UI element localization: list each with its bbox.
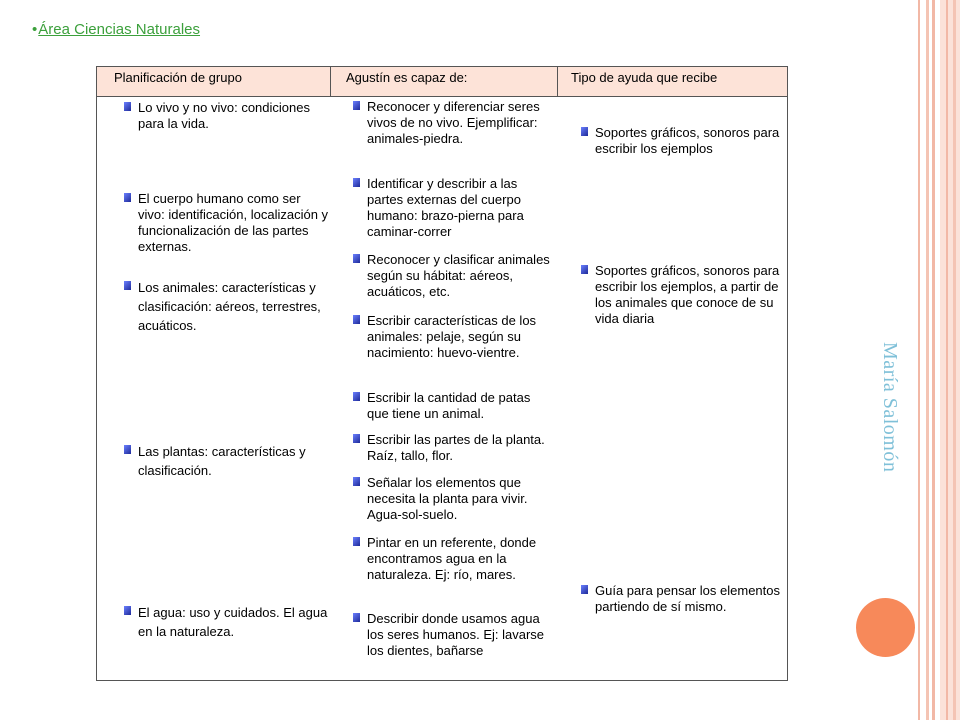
decor-circle [856, 598, 915, 657]
list-item [367, 313, 552, 361]
bullet-icon [124, 445, 131, 454]
item-text: Reconocer y diferenciar seres vivos de no vivo. Ejemplificar: animales-piedra. [367, 99, 540, 146]
list-item [367, 252, 552, 300]
header-divider [330, 67, 331, 96]
list-item [138, 603, 330, 641]
bullet-icon [353, 254, 360, 263]
bullet-icon [124, 606, 131, 615]
decor-bar [918, 0, 920, 720]
item-text: Las plantas: características y clasificación. [138, 444, 306, 478]
decor-bar [953, 0, 956, 720]
list-item [367, 176, 552, 240]
header-planificacion: Planificación de grupo [114, 70, 242, 85]
author-name: María Salomón [879, 342, 901, 473]
list-item [367, 390, 552, 422]
bullet-icon [124, 193, 131, 202]
heading-link[interactable]: Área Ciencias Naturales [38, 21, 201, 38]
bullet-icon [353, 613, 360, 622]
item-text: Identificar y describir a las partes externas del cuerpo humano: brazo-pierna para caminar-correr [367, 176, 524, 239]
bullet-icon [353, 537, 360, 546]
item-text: Los animales: características y clasificación: aéreos, terrestres, acuáticos. [138, 280, 321, 333]
item-text: Escribir características de los animales: pelaje, según su nacimiento: huevo-vientre. [367, 313, 537, 360]
bullet-icon [353, 477, 360, 486]
item-text: Soportes gráficos, sonoros para escribir los ejemplos [595, 125, 780, 156]
list-item [367, 611, 552, 659]
bullet-icon [124, 102, 131, 111]
item-text: El cuerpo humano como ser vivo: identificación, localización y funcionalización de las partes externas. [138, 191, 329, 254]
list-item [367, 99, 552, 147]
decor-bar [926, 0, 929, 720]
table-header [97, 67, 787, 97]
list-item [138, 278, 330, 335]
item-text: Escribir las partes de la planta. Raíz, tallo, flor. [367, 432, 545, 463]
bullet-icon [581, 585, 588, 594]
bullet-icon [581, 127, 588, 136]
bullet-icon [353, 101, 360, 110]
section-heading [32, 21, 200, 38]
header-divider [557, 67, 558, 96]
list-item [367, 475, 552, 523]
list-item [138, 442, 330, 480]
decor-bar [946, 0, 948, 720]
item-text: Guía para pensar los elementos partiendo de sí mismo. [595, 583, 780, 614]
bullet-icon [353, 392, 360, 401]
item-text: Lo vivo y no vivo: condiciones para la vida. [138, 100, 310, 131]
heading-bullet: • [32, 21, 38, 38]
item-text: Describir donde usamos agua los seres humanos. Ej: lavarse los dientes, bañarse [367, 611, 545, 658]
bullet-icon [353, 434, 360, 443]
bullet-icon [353, 315, 360, 324]
header-ayuda: Tipo de ayuda que recibe [571, 70, 718, 85]
list-item [138, 191, 330, 255]
bullet-icon [353, 178, 360, 187]
item-text: El agua: uso y cuidados. El agua en la naturaleza. [138, 605, 328, 639]
list-item [595, 125, 780, 157]
header-capaz: Agustín es capaz de: [346, 70, 468, 85]
list-item [367, 432, 552, 464]
list-item [595, 263, 780, 327]
item-text: Escribir la cantidad de patas que tiene un animal. [367, 390, 531, 421]
item-text: Pintar en un referente, donde encontramos agua en la naturaleza. Ej: río, mares. [367, 535, 537, 582]
list-item [367, 535, 552, 583]
item-text: Soportes gráficos, sonoros para escribir los ejemplos, a partir de los animales que conoce de su vida diaria [595, 263, 780, 326]
list-item [595, 583, 780, 615]
planning-table [96, 66, 788, 681]
bullet-icon [581, 265, 588, 274]
list-item [138, 100, 330, 132]
item-text: Reconocer y clasificar animales según su hábitat: aéreos, acuáticos, etc. [367, 252, 550, 299]
decor-bar [932, 0, 935, 720]
item-text: Señalar los elementos que necesita la planta para vivir. Agua-sol-suelo. [367, 475, 528, 522]
bullet-icon [124, 281, 131, 290]
decor-bar [940, 0, 960, 720]
